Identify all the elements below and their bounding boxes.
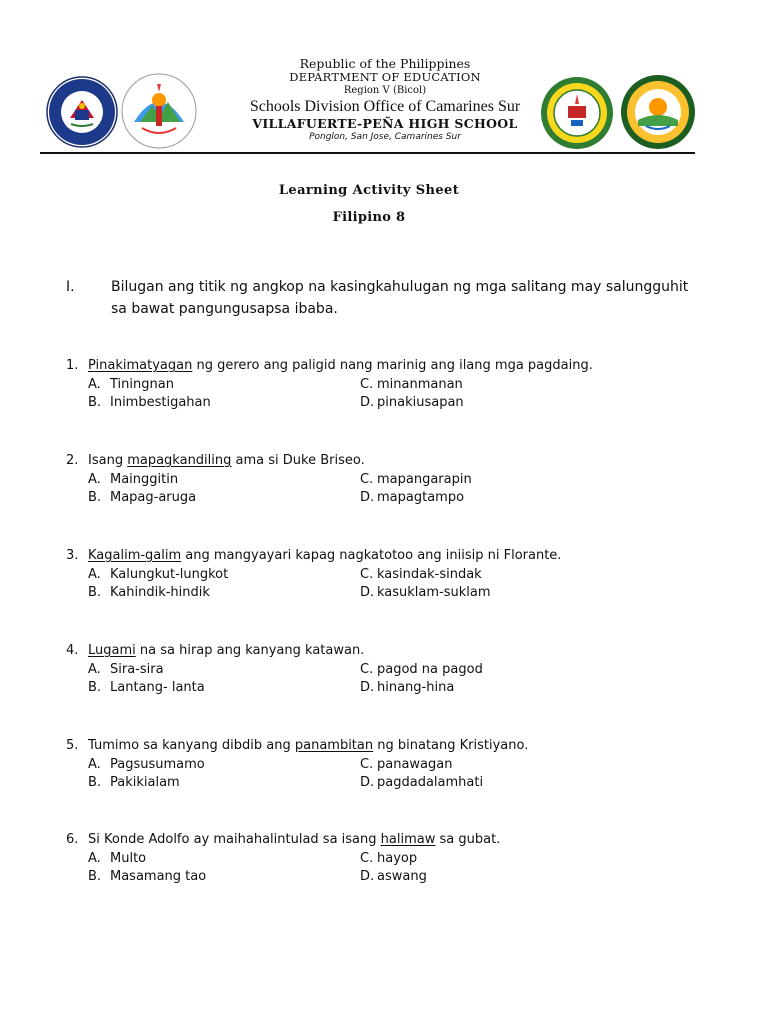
choice-letter: C. bbox=[360, 757, 374, 772]
stem-after: ng gerero ang paligid nang marinig ang ilang mga pagdaing. bbox=[192, 358, 593, 373]
question-stem bbox=[66, 738, 528, 753]
question-number: 3. bbox=[66, 548, 79, 563]
school-address: Ponglon, San Jose, Camarines Sur bbox=[309, 131, 461, 142]
question-number: 2. bbox=[66, 453, 79, 468]
choice-letter: D. bbox=[360, 680, 375, 695]
choice-c[interactable] bbox=[360, 567, 482, 582]
question-stem bbox=[66, 643, 364, 658]
republic-line: Republic of the Philippines bbox=[299, 56, 471, 71]
instructions-text: Bilugan ang titik ng angkop na kasingkahulugan ng mga salitang may salungguhit sa bawat pangungusapsa ibaba. bbox=[111, 279, 689, 317]
choice-a[interactable] bbox=[88, 851, 146, 866]
document-subject: Filipino 8 bbox=[332, 210, 406, 225]
choice-letter: A. bbox=[88, 472, 101, 487]
choice-letter: A. bbox=[88, 851, 101, 866]
choice-letter: A. bbox=[88, 757, 101, 772]
choice-text: pagdadalamhati bbox=[377, 775, 484, 790]
choice-text: panawagan bbox=[377, 757, 453, 772]
question-stem bbox=[66, 548, 561, 563]
choice-text: Mapag-aruga bbox=[110, 490, 197, 505]
choice-letter: A. bbox=[88, 377, 101, 392]
choice-letter: B. bbox=[88, 869, 102, 884]
choice-text: hinang-hina bbox=[377, 680, 455, 695]
choice-letter: C. bbox=[360, 567, 374, 582]
choice-b[interactable] bbox=[88, 775, 180, 790]
underlined-word: Pinakimatyagan bbox=[88, 358, 193, 373]
choice-text: Pagsusumamo bbox=[110, 757, 205, 772]
choice-letter: C. bbox=[360, 851, 374, 866]
choice-text: Lantang- lanta bbox=[110, 680, 205, 695]
choice-letter: A. bbox=[88, 567, 101, 582]
question-stem bbox=[66, 453, 365, 468]
question-number: 4. bbox=[66, 643, 79, 658]
choice-a[interactable] bbox=[88, 757, 205, 772]
choice-text: Mainggitin bbox=[110, 472, 179, 487]
choice-b[interactable] bbox=[88, 680, 205, 695]
choice-text: mapangarapin bbox=[377, 472, 472, 487]
question-number: 1. bbox=[66, 358, 79, 373]
choice-a[interactable] bbox=[88, 377, 174, 392]
question-stem bbox=[66, 832, 500, 847]
choice-text: Kahindik-hindik bbox=[110, 585, 210, 600]
choice-letter: D. bbox=[360, 395, 375, 410]
stem-before: Isang bbox=[88, 453, 128, 468]
letterhead bbox=[40, 50, 728, 155]
stem-before: Tumimo sa kanyang dibdib ang bbox=[88, 738, 295, 753]
header-divider bbox=[40, 152, 695, 154]
underlined-word: panambitan bbox=[294, 738, 374, 753]
choice-letter: C. bbox=[360, 377, 374, 392]
choice-letter: D. bbox=[360, 869, 375, 884]
choice-d[interactable] bbox=[360, 585, 491, 600]
deped-seal-icon bbox=[46, 76, 118, 148]
choice-text: hayop bbox=[377, 851, 418, 866]
question-number: 6. bbox=[66, 832, 79, 847]
underlined-word: halimaw bbox=[380, 832, 436, 847]
document-title: Learning Activity Sheet bbox=[278, 183, 460, 198]
stem-after: ama si Duke Briseo. bbox=[231, 453, 365, 468]
sdo-seal-icon bbox=[620, 74, 696, 150]
underlined-word: Kagalim-galim bbox=[88, 548, 182, 563]
choice-b[interactable] bbox=[88, 869, 206, 884]
choice-letter: D. bbox=[360, 585, 375, 600]
choice-b[interactable] bbox=[88, 395, 211, 410]
choice-c[interactable] bbox=[360, 377, 463, 392]
choice-d[interactable] bbox=[360, 775, 483, 790]
stem-after: na sa hirap ang kanyang katawan. bbox=[135, 643, 365, 658]
choice-d[interactable] bbox=[360, 869, 427, 884]
choice-d[interactable] bbox=[360, 395, 464, 410]
underlined-word: mapagkandiling bbox=[127, 453, 232, 468]
choice-letter: B. bbox=[88, 490, 102, 505]
region-v-seal-icon bbox=[120, 72, 198, 150]
choice-letter: C. bbox=[360, 472, 374, 487]
choice-d[interactable] bbox=[360, 680, 454, 695]
choice-c[interactable] bbox=[360, 662, 483, 677]
choice-text: Multo bbox=[110, 851, 147, 866]
choice-c[interactable] bbox=[360, 757, 452, 772]
choice-letter: A. bbox=[88, 662, 101, 677]
choice-a[interactable] bbox=[88, 472, 178, 487]
choice-text: Masamang tao bbox=[110, 869, 207, 884]
choice-letter: C. bbox=[360, 662, 374, 677]
choice-letter: B. bbox=[88, 680, 102, 695]
choice-a[interactable] bbox=[88, 662, 164, 677]
choice-text: kasuklam-suklam bbox=[377, 585, 491, 600]
choice-d[interactable] bbox=[360, 490, 464, 505]
section-number: I. bbox=[66, 279, 75, 295]
stem-after: ang mangyayari kapag nagkatotoo ang iniisip ni Florante. bbox=[181, 548, 562, 563]
choice-text: Sira-sira bbox=[110, 662, 164, 677]
choice-text: minanmanan bbox=[377, 377, 463, 392]
choice-b[interactable] bbox=[88, 585, 210, 600]
choice-c[interactable] bbox=[360, 851, 417, 866]
choice-text: Tiningnan bbox=[110, 377, 174, 392]
choice-letter: D. bbox=[360, 490, 375, 505]
stem-before: Si Konde Adolfo ay maihahalintulad sa isang bbox=[88, 832, 381, 847]
school-name: VILLAFUERTE-PEÑA HIGH SCHOOL bbox=[252, 115, 518, 131]
school-seal-icon bbox=[540, 76, 614, 150]
division-line: Schools Division Office of Camarines Sur bbox=[249, 97, 521, 115]
choice-letter: B. bbox=[88, 775, 102, 790]
choice-c[interactable] bbox=[360, 472, 472, 487]
underlined-word: Lugami bbox=[88, 643, 136, 658]
stem-after: sa gubat. bbox=[435, 832, 501, 847]
choice-text: Kalungkut-lungkot bbox=[110, 567, 229, 582]
department-line: DEPARTMENT OF EDUCATION bbox=[289, 70, 481, 84]
region-line: Region V (Bicol) bbox=[343, 84, 427, 96]
choice-a[interactable] bbox=[88, 567, 228, 582]
choice-b[interactable] bbox=[88, 490, 196, 505]
choice-text: pagod na pagod bbox=[377, 662, 483, 677]
choice-letter: D. bbox=[360, 775, 375, 790]
choice-text: pinakiusapan bbox=[377, 395, 464, 410]
question-stem bbox=[66, 358, 593, 373]
choice-text: kasindak-sindak bbox=[377, 567, 482, 582]
choice-text: Pakikialam bbox=[110, 775, 180, 790]
title-block bbox=[0, 183, 738, 225]
choice-text: Inimbestigahan bbox=[110, 395, 211, 410]
choice-text: mapagtampo bbox=[377, 490, 465, 505]
choice-letter: B. bbox=[88, 585, 102, 600]
choice-letter: B. bbox=[88, 395, 102, 410]
stem-after: ng binatang Kristiyano. bbox=[373, 738, 529, 753]
question-number: 5. bbox=[66, 738, 79, 753]
letterhead-text bbox=[190, 56, 580, 143]
choice-text: aswang bbox=[377, 869, 427, 884]
